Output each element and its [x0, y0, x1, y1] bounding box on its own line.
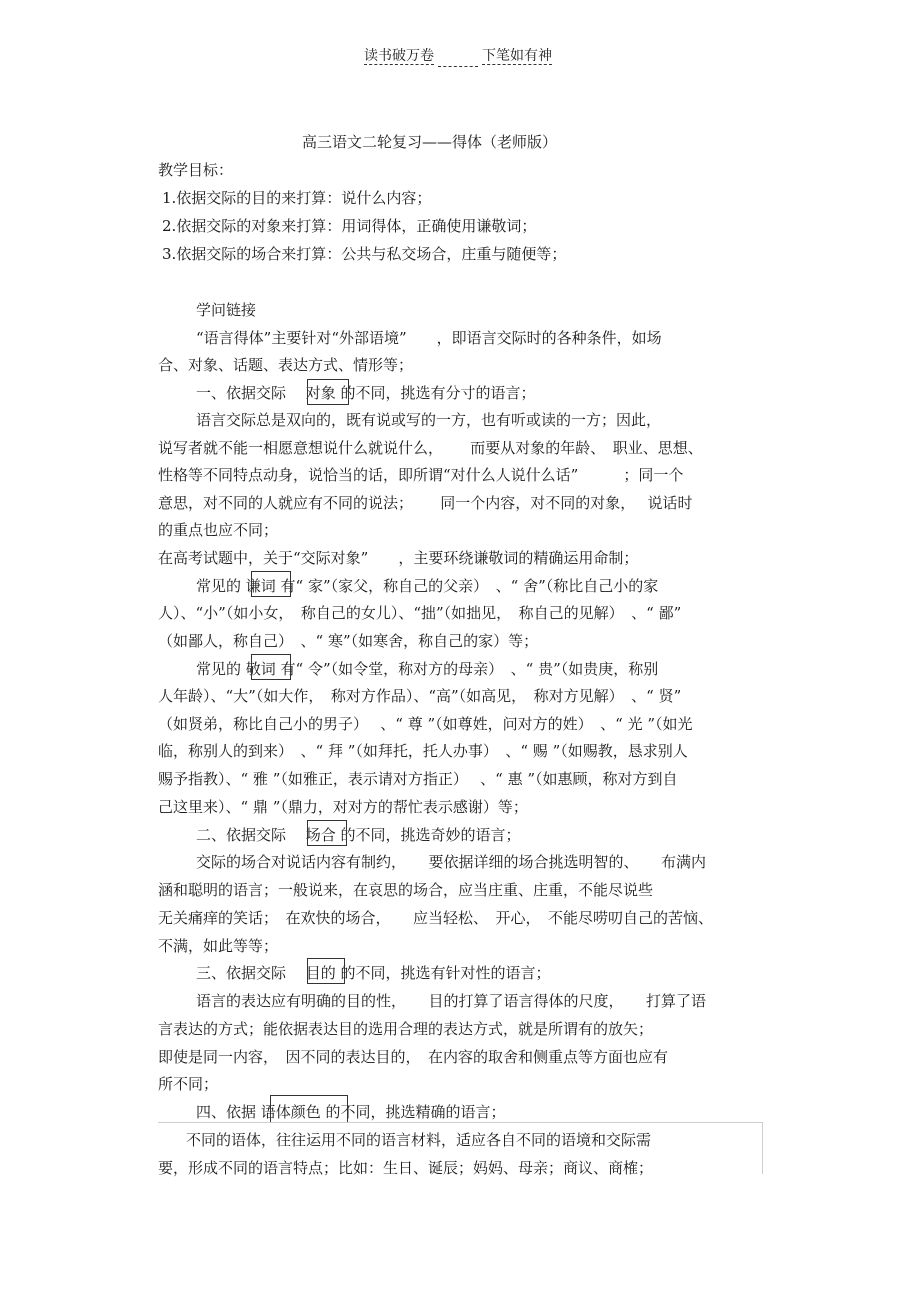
- paragraph-line: 常见的 谦词 有“ 家”（家父，称自己的父亲） 、“ 舍”（称比自己小的家: [196, 577, 659, 595]
- paragraph-line: 说写者就不能一相愿意想说什么就说什么， 而要从对象的年龄、 职业、思想、: [158, 439, 703, 457]
- paragraph-line: 人）、“小”（如小女， 称自己的女儿）、“拙”（如拙见， 称自己的见解） 、“ 鄙”: [158, 604, 682, 622]
- keyword-box-honorific-words: [251, 654, 291, 680]
- paragraph-line: 交际的场合对说话内容有制约， 要依据详细的场合挑选明智的、 布满内: [196, 853, 707, 871]
- keyword-box-humble-words: [251, 571, 291, 597]
- paragraph-line: 己这里来）、“ 鼎 ”（鼎力，对对方的帮忙表示感谢）等；: [158, 798, 528, 816]
- paragraph-line: 的重点也应不同；: [158, 521, 279, 539]
- paragraph-line: 常见的 敬词 有“ 令”（如令堂，称对方的母亲） 、“ 贵”（如贵庚，称别: [196, 660, 659, 678]
- paragraph-line: 不同的语体，往往运用不同的语言材料，适应各自不同的语境和交际需: [186, 1131, 652, 1149]
- document-title: 高三语文二轮复习——得体（老师版）: [302, 133, 558, 151]
- paragraph-line: 意思，对不同的人就应有不同的说法； 同一个内容，对不同的对象， 说话时: [158, 494, 693, 512]
- objectives-heading: 教学目标：: [158, 161, 234, 179]
- paragraph-line: （如鄙人，称自己） 、“ 寒”（如寒舍，称自己的家）等；: [158, 632, 539, 650]
- paragraph-line: 不满，如此等等；: [158, 937, 279, 955]
- keyword-box-object: [307, 379, 349, 405]
- paragraph-line: 即使是同一内容， 因不同的表达目的， 在内容的取舍和侧重点等方面也应有: [158, 1048, 669, 1066]
- paragraph-line: 所不同；: [158, 1075, 219, 1093]
- paragraph-line: 要，形成不同的语言特点；比如：生日、诞辰；妈妈、母亲；商议、商榷；: [158, 1159, 654, 1177]
- subheading-register: 四、依据 语体颜色 的不同，挑选精确的语言；: [196, 1103, 506, 1121]
- page-header: [364, 46, 552, 67]
- header-left-text: 读书破万卷: [364, 48, 434, 64]
- keyword-box-purpose: [307, 958, 345, 984]
- subheading-occasion: 二、依据交际 场合 的不同，挑选奇妙的语言；: [196, 826, 521, 844]
- page-frame-line: [158, 1122, 762, 1123]
- header-right-text: 下笔如有神: [482, 48, 552, 64]
- paragraph-line: 涵和聪明的语言；一般说来，在哀思的场合，应当庄重、庄重，不能尽说些: [158, 881, 654, 899]
- subheading-purpose: 三、依据交际 目的 的不同，挑选有针对性的语言；: [196, 964, 551, 982]
- objective-item-1: 1.依据交际的目的来打算：说什么内容；: [162, 189, 432, 207]
- paragraph-line: 言表达的方式；能依据表达目的选用合理的表达方式，就是所谓有的放矢；: [158, 1020, 654, 1038]
- paragraph-line: 性格等不同特点动身，说恰当的话，即所谓“对什么人说什么话” ；同一个: [158, 466, 684, 484]
- paragraph-line: 在高考试题中，关于“交际对象” ，主要环绕谦敬词的精确运用命制；: [158, 549, 639, 567]
- objective-item-3: 3.依据交际的场合来打算：公共与私交场合，庄重与随便等；: [162, 245, 567, 263]
- page-frame-line: [762, 1122, 763, 1174]
- paragraph-line: 语言的表达应有明确的目的性， 目的打算了语言得体的尺度， 打算了语: [196, 992, 707, 1010]
- subheading-object: 一、依据交际 对象 的不同，挑选有分寸的语言；: [196, 384, 536, 402]
- section-heading: 学问链接: [196, 301, 257, 319]
- paragraph-line: （如贤弟，称比自己小的男子） 、“ 尊 ”（如尊姓，问对方的姓） 、“ 光 ”（如光: [158, 715, 693, 733]
- paragraph-line: 合、对象、话题、表达方式、情形等；: [158, 356, 414, 374]
- objective-item-2: 2.依据交际的对象来打算：用词得体，正确使用谦敬词；: [162, 217, 537, 235]
- paragraph-line: 临，称别人的到来） 、“ 拜 ”（如拜托，托人办事） 、“ 赐 ”（如赐教，恳求别人: [158, 742, 688, 760]
- header-gap: [438, 52, 478, 67]
- paragraph-line: 无关痛痒的笑话； 在欢快的场合， 应当轻松、 开心， 不能尽唠叨自己的苦恼、: [158, 909, 714, 927]
- paragraph-line: 人年龄）、“大”（如大作， 称对方作品）、“高”（如高见， 称对方见解） 、“ 贤”: [158, 687, 682, 705]
- paragraph-line: 语言交际总是双向的，既有说或写的一方，也有听或读的一方；因此，: [196, 411, 662, 429]
- paragraph-line: 赐予指教）、“ 雅 ”（如雅正，表示请对方指正） 、“ 惠 ”（如惠顾，称对方到自: [158, 770, 678, 788]
- paragraph-line: “语言得体”主要针对“外部语境” ，即语言交际时的各种条件，如场: [196, 329, 662, 347]
- keyword-box-occasion: [307, 820, 347, 846]
- keyword-box-register: [270, 1095, 348, 1123]
